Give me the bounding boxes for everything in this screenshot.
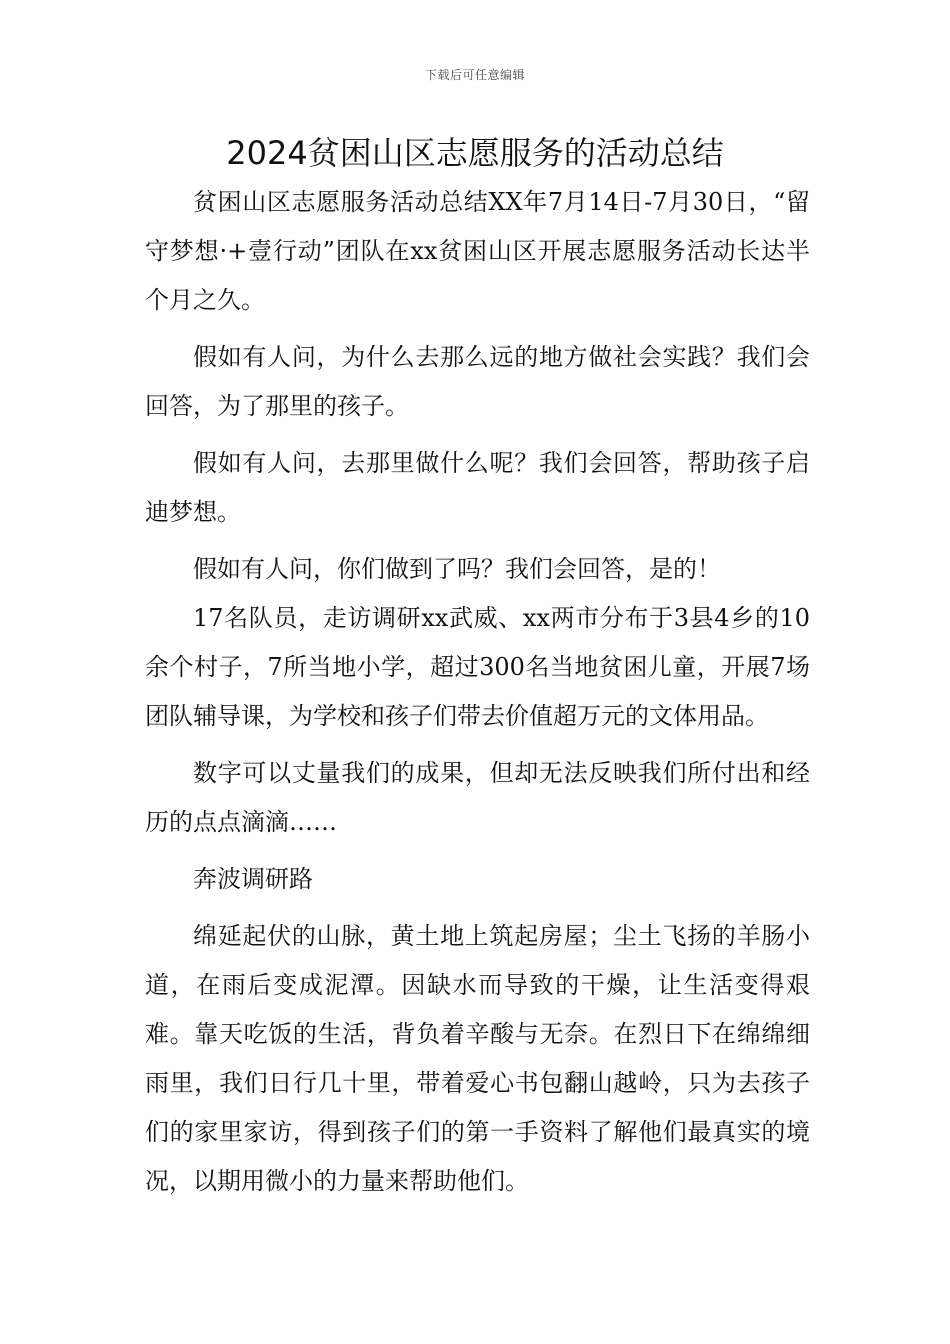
paragraph: 绵延起伏的山脉，黄土地上筑起房屋；尘土飞扬的羊肠小道，在雨后变成泥潭。因缺水而导致的干燥，让生活变得艰难。靠天吃饭的生活，背负着辛酸与无奈。在烈日下在绵绵细雨里，我们日行几十里，带着爱心书包翻山越岭，只为去孩子们的家里家访，得到孩子们的第一手资料了解他们最真实的境况，以期用微小的力量来帮助他们。 xyxy=(145,922,810,1195)
paragraph: 假如有人问，为什么去那么远的地方做社会实践？我们会回答，为了那里的孩子。 xyxy=(145,343,810,420)
paragraph: 假如有人问，去那里做什么呢？我们会回答，帮助孩子启迪梦想。 xyxy=(145,449,810,526)
paragraph: 数字可以丈量我们的成果，但却无法反映我们所付出和经历的点点滴滴…… xyxy=(145,759,810,836)
section-heading: 奔波调研路 xyxy=(193,865,313,893)
paragraph: 贫困山区志愿服务活动总结XX年7月14日-7月30日，“留守梦想·+壹行动”团队在xx贫困山区开展志愿服务活动长达半个月之久。 xyxy=(145,188,810,314)
page-title: 2024贫困山区志愿服务的活动总结 xyxy=(226,134,724,172)
document-body xyxy=(145,178,810,1206)
header-note: 下载后可任意编辑 xyxy=(424,68,525,82)
paragraph: 17名队员，走访调研xx武威、xx两市分布于3县4乡的10余个村子，7所当地小学，超过300名当地贫困儿童，开展7场团队辅导课，为学校和孩子们带去价值超万元的文体用品。 xyxy=(145,604,810,730)
paragraph: 假如有人问，你们做到了吗？我们会回答，是的！ xyxy=(193,555,721,583)
